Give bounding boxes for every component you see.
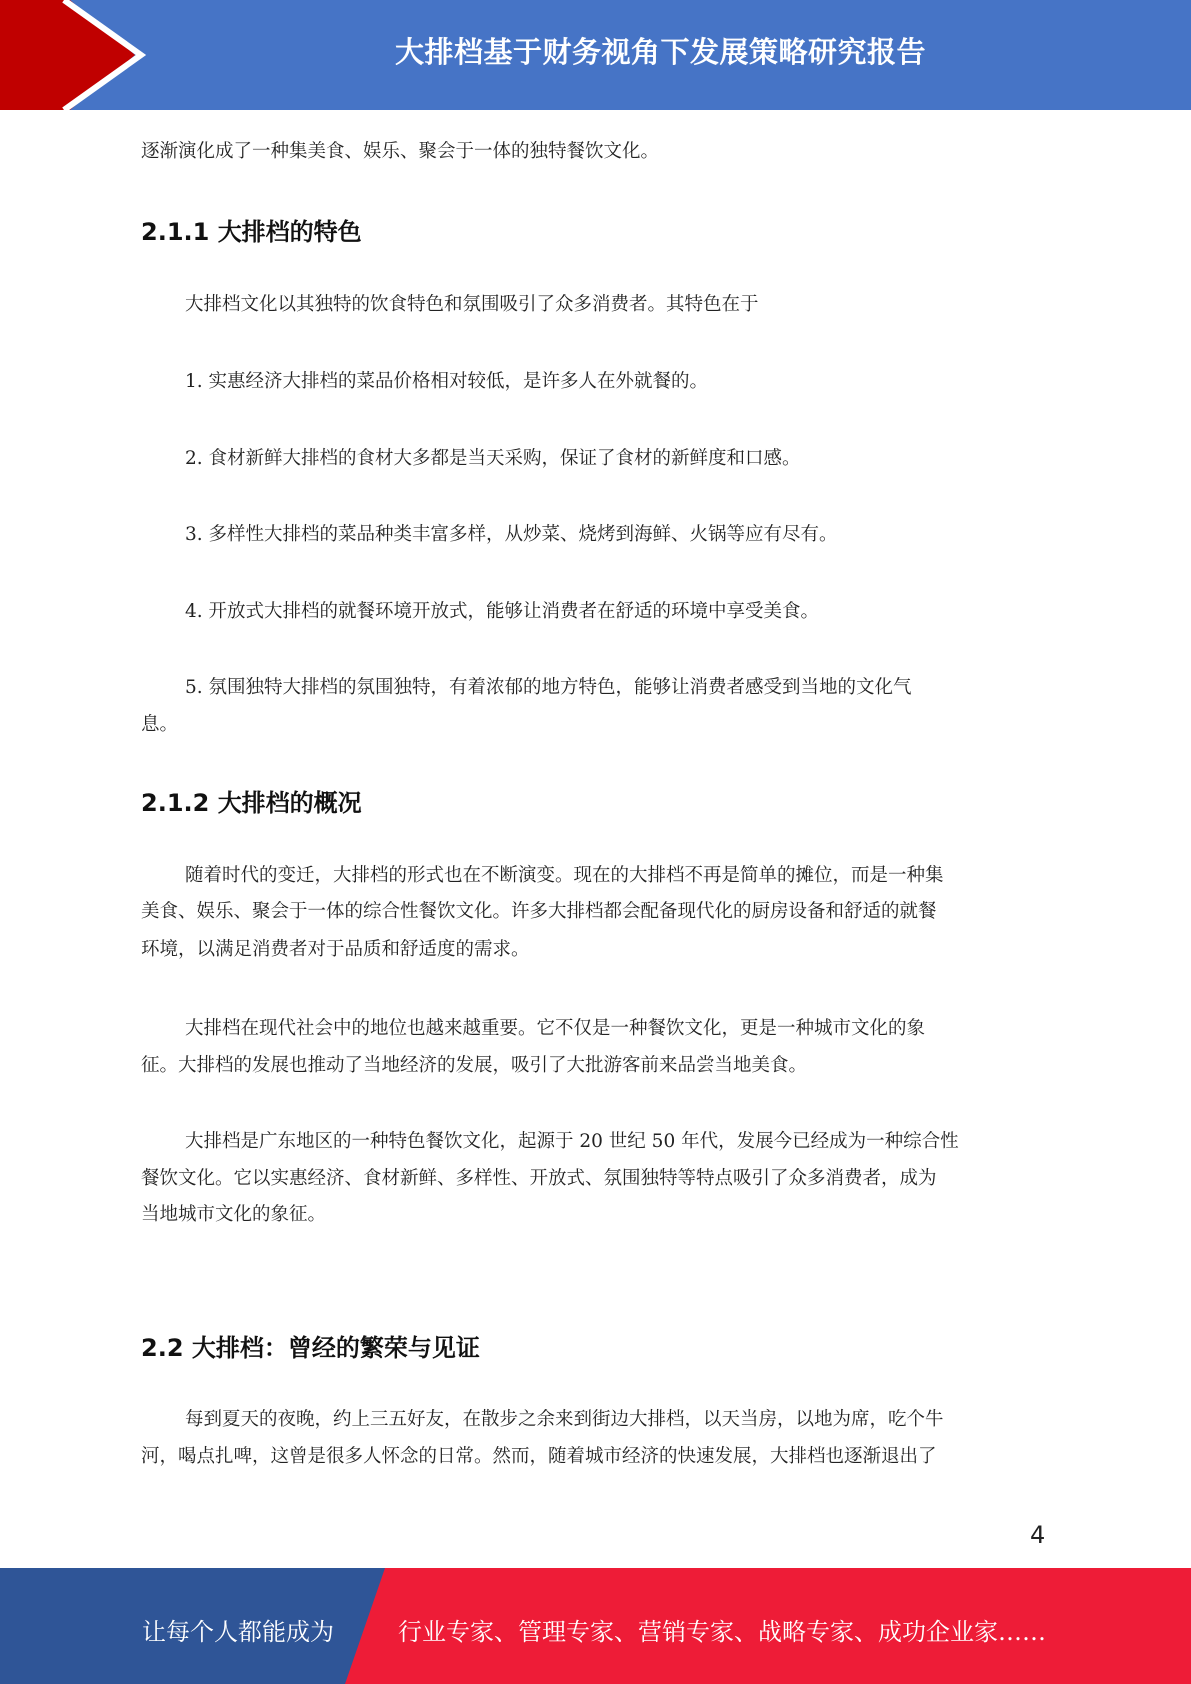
list-item: 5. 氛围独特大排档的氛围独特，有着浓郁的地方特色，能够让消费者感受到当地的文化气	[185, 677, 912, 698]
heading-2-1-2: 2.1.2 大排档的概况	[141, 789, 362, 817]
list-item: 1. 实惠经济大排档的菜品价格相对较低，是许多人在外就餐的。	[185, 371, 709, 392]
paragraph-line: 征。大排档的发展也推动了当地经济的发展，吸引了大批游客前来品尝当地美食。	[141, 1055, 808, 1076]
paragraph-line: 随着时代的变迁，大排档的形式也在不断演变。现在的大排档不再是简单的摊位，而是一种集	[185, 865, 944, 886]
paragraph-line: 大排档是广东地区的一种特色餐饮文化，起源于 20 世纪 50 年代，发展今已经成为一种综合性	[185, 1131, 959, 1152]
page-footer	[0, 1568, 1191, 1684]
paragraph-line: 环境，以满足消费者对于品质和舒适度的需求。	[141, 939, 530, 960]
list-item-cont: 息。	[141, 714, 179, 735]
paragraph-line: 每到夏天的夜晚，约上三五好友，在散步之余来到街边大排档，以天当房，以地为席，吃个牛	[185, 1409, 944, 1430]
page-number: 4	[1030, 1521, 1046, 1549]
list-item: 4. 开放式大排档的就餐环境开放式，能够让消费者在舒适的环境中享受美食。	[185, 601, 820, 622]
paragraph-line: 餐饮文化。它以实惠经济、食材新鲜、多样性、开放式、氛围独特等特点吸引了众多消费者，成为	[141, 1168, 937, 1189]
paragraph: 大排档文化以其独特的饮食特色和氛围吸引了众多消费者。其特色在于	[185, 294, 759, 315]
document-title: 大排档基于财务视角下发展策略研究报告	[394, 35, 926, 69]
list-item: 2. 食材新鲜大排档的食材大多都是当天采购，保证了食材的新鲜度和口感。	[185, 448, 801, 469]
paragraph-line: 河，喝点扎啤，这曾是很多人怀念的日常。然而，随着城市经济的快速发展，大排档也逐渐退出了	[141, 1446, 937, 1467]
paragraph-line: 当地城市文化的象征。	[141, 1204, 327, 1225]
page-header	[0, 0, 1191, 110]
paragraph-line: 美食、娱乐、聚会于一体的综合性餐饮文化。许多大排档都会配备现代化的厨房设备和舒适的就餐	[141, 901, 937, 922]
paragraph-line: 大排档在现代社会中的地位也越来越重要。它不仅是一种餐饮文化，更是一种城市文化的象	[185, 1018, 926, 1039]
heading-2-1-1: 2.1.1 大排档的特色	[141, 218, 362, 246]
footer-slogan-left: 让每个人都能成为	[142, 1618, 334, 1646]
intro-line: 逐渐演化成了一种集美食、娱乐、聚会于一体的独特餐饮文化。	[141, 141, 660, 162]
list-item: 3. 多样性大排档的菜品种类丰富多样，从炒菜、烧烤到海鲜、火锅等应有尽有。	[185, 524, 838, 545]
footer-slogan-right: 行业专家、管理专家、营销专家、战略专家、成功企业家……	[398, 1618, 1046, 1646]
heading-2-2: 2.2 大排档：曾经的繁荣与见证	[141, 1334, 480, 1362]
